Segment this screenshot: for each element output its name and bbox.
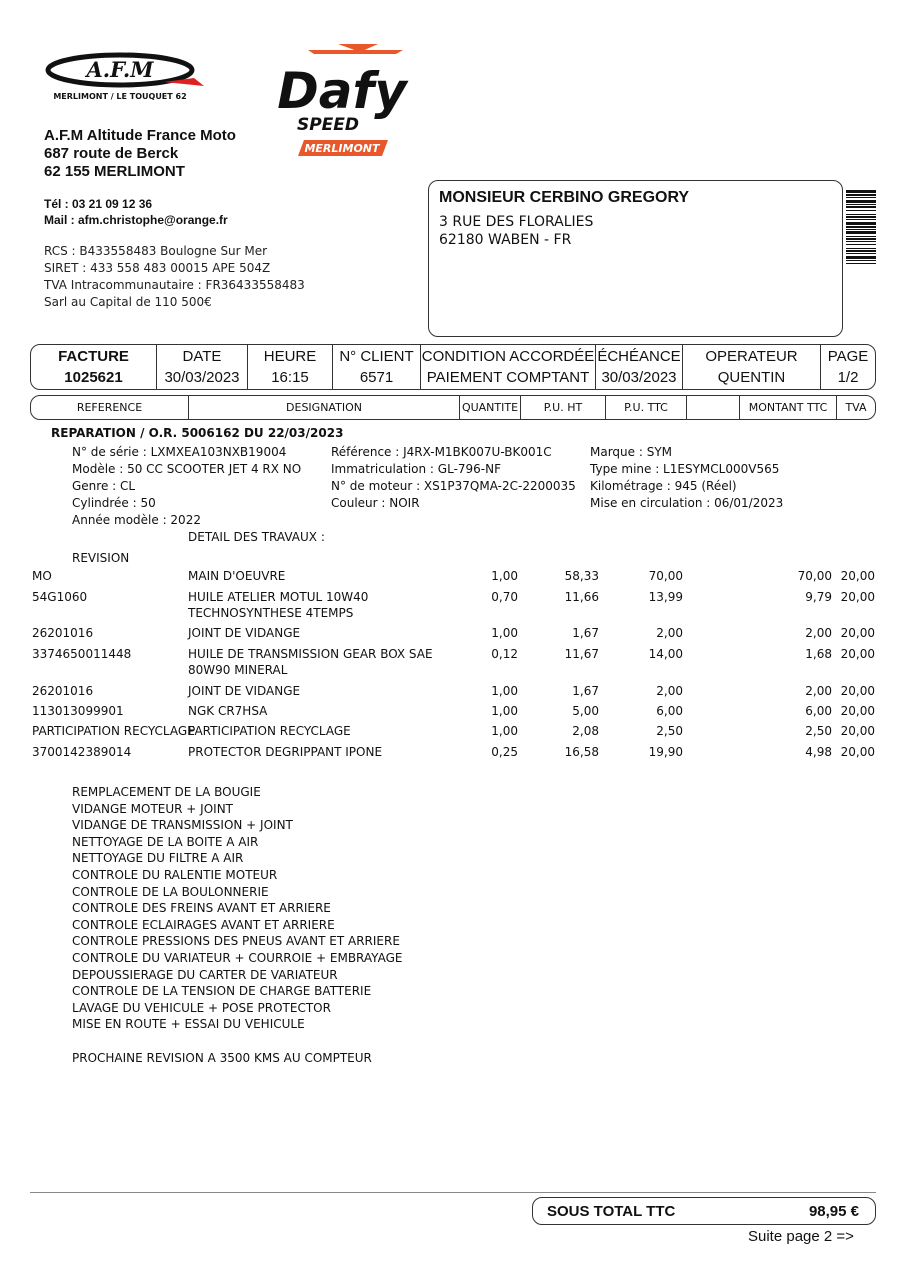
cell-reference: MO <box>32 569 52 583</box>
operateur-value: QUENTIN <box>717 369 786 386</box>
vehicle-modele: Modèle : 50 CC SCOOTER JET 4 RX NO <box>72 462 302 476</box>
barcode-bar <box>846 204 876 205</box>
company-mail: Mail : afm.christophe@orange.fr <box>44 213 228 227</box>
task-item: CONTROLE DU VARIATEUR + COURROIE + EMBRAYAGE <box>72 950 403 965</box>
cell-reference: 26201016 <box>32 626 94 640</box>
cell-pu-ht: 11,66 <box>564 590 599 604</box>
table-row <box>0 684 906 700</box>
barcode-bar <box>846 219 876 220</box>
cell-quantite: 1,00 <box>491 626 518 640</box>
task-item: CONTROLE DE LA BOULONNERIE <box>72 884 269 899</box>
customer-city: 62180 WABEN - FR <box>439 232 572 248</box>
company-address <box>44 127 236 181</box>
header-client <box>332 345 420 389</box>
barcode-bar <box>846 236 876 237</box>
client-value: 6571 <box>359 369 394 386</box>
page-value: 1/2 <box>837 369 859 386</box>
vehicle-immat: Immatriculation : GL-796-NF <box>331 462 502 476</box>
cell-tva: 20,00 <box>840 569 875 583</box>
heure-label: HEURE <box>263 348 317 365</box>
cell-tva: 20,00 <box>840 590 875 604</box>
cell-quantite: 0,70 <box>491 590 518 604</box>
company-tva: TVA Intracommunautaire : FR36433558483 <box>44 278 305 292</box>
cell-quantite: 1,00 <box>491 684 518 698</box>
cell-tva: 20,00 <box>840 724 875 738</box>
col-designation: DESIGNATION <box>188 396 459 419</box>
task-item: REMPLACEMENT DE LA BOUGIE <box>72 785 261 799</box>
barcode-bar <box>846 229 876 230</box>
cell-pu-ttc: 70,00 <box>648 569 683 583</box>
task-item: CONTROLE PRESSIONS DES PNEUS AVANT ET ARRIERE <box>72 934 400 949</box>
vehicle-info-col2 <box>331 444 576 512</box>
table-row <box>0 745 906 761</box>
task-item: NETTOYAGE DU FILTRE A AIR <box>72 851 244 866</box>
customer-street: 3 RUE DES FLORALIES <box>439 214 594 230</box>
afm-logo-text: A.F.M <box>86 57 154 82</box>
cell-montant: 70,00 <box>797 569 832 583</box>
cell-designation-2: 80W90 MINERAL <box>188 663 288 677</box>
task-item: CONTROLE ECLAIRAGES AVANT ET ARRIERE <box>72 917 335 932</box>
barcode-bar <box>846 248 876 249</box>
company-tel: Tél : 03 21 09 12 36 <box>44 197 153 211</box>
condition-label: CONDITION ACCORDÉE <box>421 348 595 365</box>
dafy-city-text: MERLIMONT <box>304 142 380 155</box>
table-row <box>0 647 906 677</box>
vehicle-mise-circulation: Mise en circulation : 06/01/2023 <box>590 496 784 510</box>
header-condition <box>420 345 595 389</box>
vehicle-cylindree: Cylindrée : 50 <box>72 496 156 510</box>
barcode-bar <box>846 256 876 259</box>
cell-pu-ht: 11,67 <box>564 647 599 661</box>
table-row <box>0 724 906 740</box>
barcode-bar <box>846 253 876 254</box>
barcode-bar <box>846 263 876 264</box>
cell-designation: MAIN D'OEUVRE <box>188 569 286 583</box>
cell-designation: JOINT DE VIDANGE <box>188 684 301 698</box>
col-montant: MONTANT TTC <box>739 396 836 419</box>
cell-designation: HUILE DE TRANSMISSION GEAR BOX SAE <box>188 647 433 661</box>
echeance-label: ÉCHÉANCE <box>597 348 681 365</box>
task-item: CONTROLE DU RALENTIE MOTEUR <box>72 867 278 882</box>
task-item: CONTROLE DES FREINS AVANT ET ARRIERE <box>72 901 331 916</box>
cell-montant: 6,00 <box>805 704 832 718</box>
barcode-bar <box>846 200 876 203</box>
col-blank <box>686 396 739 419</box>
cell-pu-ht: 5,00 <box>572 704 599 718</box>
vehicle-moteur: N° de moteur : XS1P37QMA-2C-2200035 <box>331 479 576 493</box>
cell-tva: 20,00 <box>840 626 875 640</box>
facture-number: 1025621 <box>64 369 123 386</box>
header-page <box>820 345 875 389</box>
vehicle-km: Kilométrage : 945 (Réel) <box>590 479 737 493</box>
table-row <box>0 704 906 720</box>
revision-label: REVISION <box>72 551 130 565</box>
echeance-value: 30/03/2023 <box>601 369 677 386</box>
barcode-bar <box>846 260 876 261</box>
cell-montant: 1,68 <box>805 647 832 661</box>
col-pu-ht: P.U. HT <box>520 396 605 419</box>
cell-designation: JOINT DE VIDANGE <box>188 626 301 640</box>
cell-pu-ht: 1,67 <box>572 684 599 698</box>
dafy-logo-text: Dafy <box>278 62 407 120</box>
barcode-bar <box>846 250 876 252</box>
task-item: VIDANGE MOTEUR + JOINT <box>72 801 234 816</box>
company-siret: SIRET : 433 558 483 00015 APE 504Z <box>44 261 271 275</box>
column-headers <box>30 395 876 420</box>
company-legal <box>44 243 305 311</box>
barcode-bar <box>846 241 876 242</box>
cell-pu-ttc: 2,00 <box>656 684 683 698</box>
vehicle-couleur: Couleur : NOIR <box>331 496 420 510</box>
task-item: VIDANGE DE TRANSMISSION + JOINT <box>72 818 293 833</box>
cell-designation: HUILE ATELIER MOTUL 10W40 <box>188 590 369 604</box>
cell-reference: 113013099901 <box>32 704 124 718</box>
client-label: N° CLIENT <box>339 348 414 365</box>
cell-reference: PARTICIPATION RECYCLAGE <box>32 724 195 738</box>
vehicle-info-col1 <box>72 444 301 529</box>
footer-divider <box>30 1192 876 1193</box>
task-item: NETTOYAGE DE LA BOITE A AIR <box>72 834 259 849</box>
cell-montant: 2,00 <box>805 626 832 640</box>
dafy-speed-text: SPEED <box>296 115 360 135</box>
customer-name: MONSIEUR CERBINO GREGORY <box>439 189 690 206</box>
vehicle-genre: Genre : CL <box>72 479 136 493</box>
customer-address-box <box>428 180 843 337</box>
cell-pu-ht: 2,08 <box>572 724 599 738</box>
cell-reference: 54G1060 <box>32 590 88 604</box>
next-page-indicator: Suite page 2 => <box>748 1228 854 1245</box>
company-street: 687 route de Berck <box>44 145 179 162</box>
cell-pu-ttc: 6,00 <box>656 704 683 718</box>
table-row <box>0 626 906 642</box>
cell-montant: 2,00 <box>805 684 832 698</box>
header-heure <box>247 345 332 389</box>
barcode-bar <box>846 244 876 245</box>
vehicle-reference: Référence : J4RX-M1BK007U-BK001C <box>331 445 552 459</box>
cell-quantite: 0,25 <box>491 745 518 759</box>
col-reference: REFERENCE <box>76 401 143 414</box>
condition-value: PAIEMENT COMPTANT <box>426 369 590 386</box>
company-contact <box>44 196 228 228</box>
company-rcs: RCS : B433558483 Boulogne Sur Mer <box>44 244 268 258</box>
cell-montant: 9,79 <box>805 590 832 604</box>
subtotal-label: SOUS TOTAL TTC <box>547 1202 676 1220</box>
facture-label: FACTURE <box>58 348 129 365</box>
repair-title: REPARATION / O.R. 5006162 DU 22/03/2023 <box>51 426 344 440</box>
task-item: LAVAGE DU VEHICULE + POSE PROTECTOR <box>72 1000 331 1015</box>
subtotal-value: 98,95 € <box>808 1202 859 1220</box>
task-item: MISE EN ROUTE + ESSAI DU VEHICULE <box>72 1017 305 1032</box>
cell-tva: 20,00 <box>840 704 875 718</box>
table-row <box>0 590 906 620</box>
col-pu-ttc: P.U. TTC <box>605 396 686 419</box>
invoice-header <box>30 344 876 390</box>
table-row <box>0 569 906 585</box>
header-operateur <box>682 345 820 389</box>
header-echeance <box>595 345 682 389</box>
cell-designation: NGK CR7HSA <box>188 704 268 718</box>
vehicle-info-col3 <box>590 444 783 512</box>
barcode-bar <box>846 231 876 234</box>
cell-tva: 20,00 <box>840 647 875 661</box>
page-label: PAGE <box>827 348 869 365</box>
col-tva: TVA <box>836 396 875 419</box>
task-item <box>72 1033 402 1050</box>
cell-tva: 20,00 <box>840 745 875 759</box>
cell-designation-2: TECHNOSYNTHESE 4TEMPS <box>188 606 354 620</box>
cell-pu-ttc: 13,99 <box>648 590 683 604</box>
cell-quantite: 1,00 <box>491 724 518 738</box>
barcode-bar <box>846 226 876 228</box>
afm-logo <box>44 52 214 104</box>
vehicle-serie: N° de série : LXMXEA103NXB19004 <box>72 445 287 459</box>
detail-travaux-label: DETAIL DES TRAVAUX : <box>188 530 325 544</box>
cell-pu-ht: 58,33 <box>564 569 599 583</box>
company-name: A.F.M Altitude France Moto <box>44 127 236 144</box>
cell-pu-ttc: 14,00 <box>648 647 683 661</box>
cell-montant: 4,98 <box>805 745 832 759</box>
cell-quantite: 1,00 <box>491 569 518 583</box>
barcode-bar <box>846 216 876 218</box>
cell-tva: 20,00 <box>840 684 875 698</box>
vehicle-type-mine: Type mine : L1ESYMCL000V565 <box>590 462 780 476</box>
barcode-bar <box>846 190 876 193</box>
cell-quantite: 1,00 <box>491 704 518 718</box>
cell-pu-ttc: 2,50 <box>656 724 683 738</box>
cell-pu-ttc: 19,90 <box>648 745 683 759</box>
cell-reference: 3374650011448 <box>32 647 132 661</box>
barcode-bar <box>846 214 876 215</box>
barcode-bar <box>846 197 876 198</box>
vehicle-marque: Marque : SYM <box>590 445 673 459</box>
operateur-label: OPERATEUR <box>705 348 798 365</box>
task-item: DEPOUSSIERAGE DU CARTER DE VARIATEUR <box>72 967 338 982</box>
task-item: CONTROLE DE LA TENSION DE CHARGE BATTERIE <box>72 984 372 999</box>
barcode <box>846 190 876 324</box>
company-city: 62 155 MERLIMONT <box>44 163 185 180</box>
barcode-bar <box>846 238 876 240</box>
barcode-bar <box>846 206 876 208</box>
barcode-bar <box>846 194 876 196</box>
heure-value: 16:15 <box>271 369 309 386</box>
cell-montant: 2,50 <box>805 724 832 738</box>
barcode-bar <box>846 210 876 211</box>
cell-pu-ht: 16,58 <box>564 745 599 759</box>
dafy-logo <box>278 44 414 156</box>
cell-reference: 26201016 <box>32 684 94 698</box>
date-label: DATE <box>182 348 222 365</box>
cell-designation: PARTICIPATION RECYCLAGE <box>188 724 351 738</box>
header-facture <box>31 345 156 389</box>
cell-designation: PROTECTOR DEGRIPPANT IPONE <box>188 745 383 759</box>
task-list <box>72 784 402 1066</box>
barcode-bar <box>846 222 876 225</box>
cell-quantite: 0,12 <box>491 647 518 661</box>
afm-logo-subtitle: MERLIMONT / LE TOUQUET 62 <box>53 92 187 101</box>
cell-pu-ht: 1,67 <box>572 626 599 640</box>
header-date <box>156 345 247 389</box>
col-quantite: QUANTITE <box>459 396 520 419</box>
task-item: PROCHAINE REVISION A 3500 KMS AU COMPTEUR <box>72 1050 372 1065</box>
company-capital: Sarl au Capital de 110 500€ <box>44 295 212 309</box>
cell-pu-ttc: 2,00 <box>656 626 683 640</box>
date-value: 30/03/2023 <box>164 369 240 386</box>
subtotal-box <box>532 1197 876 1225</box>
cell-reference: 3700142389014 <box>32 745 132 759</box>
vehicle-annee: Année modèle : 2022 <box>72 513 201 527</box>
